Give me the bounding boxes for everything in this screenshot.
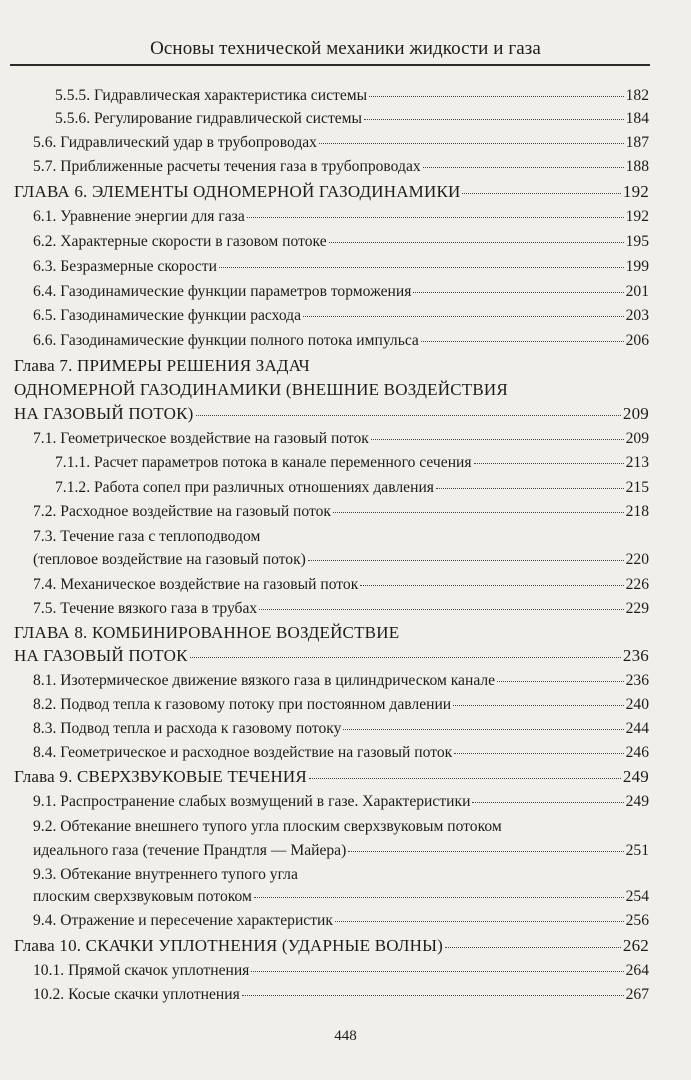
toc-entry-title: Глава 9. СВЕРХЗВУКОВЫЕ ТЕЧЕНИЯ — [14, 767, 307, 786]
toc-entry-title: 5.5.6. Регулирование гидравлической системы — [55, 110, 363, 127]
toc-entry-title: 9.1. Распространение слабых возмущений в газе. Характеристики — [33, 793, 471, 810]
leader-dots — [413, 292, 623, 293]
toc-entry — [55, 108, 649, 130]
running-head: Основы технической механики жидкости и газа — [150, 38, 541, 59]
toc-entry-page: 182 — [625, 87, 649, 104]
toc-entry — [33, 549, 649, 571]
toc-entry-title: 6.1. Уравнение энергии для газа — [33, 208, 245, 225]
leader-dots — [364, 119, 624, 120]
toc-entry-page: 218 — [625, 503, 649, 520]
toc-entry-page: 195 — [625, 233, 649, 250]
toc-chapter-entry — [14, 403, 649, 425]
leader-dots — [219, 267, 624, 268]
toc-entry-title: 10.2. Косые скачки уплотнения — [33, 986, 240, 1003]
leader-dots — [242, 995, 624, 996]
toc-entry-title: 8.2. Подвод тепла к газовому потоку при постоянном давлении — [33, 696, 452, 713]
toc-entry — [55, 85, 649, 107]
toc-entry — [33, 330, 649, 352]
toc-entry-title: 5.5.5. Гидравлическая характеристика системы — [55, 87, 368, 104]
toc-entry — [33, 305, 649, 327]
toc-entry-title: 6.3. Безразмерные скорости — [33, 258, 217, 275]
toc-entry-title: 7.5. Течение вязкого газа в трубах — [33, 600, 258, 617]
leader-dots — [259, 609, 623, 610]
toc-chapter-entry — [14, 935, 649, 957]
toc-entry — [33, 501, 649, 523]
toc-entry — [33, 984, 649, 1006]
toc-entry-title: 10.1. Прямой скачок уплотнения — [33, 962, 250, 979]
toc-entry-title: 6.2. Характерные скорости в газовом потоке — [33, 233, 327, 250]
toc-entry-title: 9.4. Отражение и пересечение характеристик — [33, 912, 333, 929]
leader-dots — [335, 921, 624, 922]
toc-entry-page: 236 — [622, 646, 649, 665]
toc-entry-title: 5.7. Приближенные расчеты течения газа в трубопроводах — [33, 158, 421, 175]
toc-entry-title: 7.2. Расходное воздействие на газовый поток — [33, 503, 331, 520]
toc-entry-page: 246 — [625, 744, 649, 761]
toc-entry — [33, 718, 649, 740]
leader-dots — [343, 729, 623, 730]
toc-entry — [55, 452, 649, 474]
toc-chapter-entry — [14, 766, 649, 788]
toc-entry-page: 199 — [625, 258, 649, 275]
toc-entry-line: 9.2. Обтекание внешнего тупого угла плоским сверхзвуковым потоком — [33, 818, 502, 835]
toc-entry-title: 6.6. Газодинамические функции полного потока импульса — [33, 332, 419, 349]
toc-entry-page: 192 — [625, 208, 649, 225]
toc-entry-title: 7.1.2. Работа сопел при различных отношениях давления — [55, 479, 434, 496]
toc-entry — [33, 670, 649, 692]
toc-entry-page: 254 — [625, 888, 649, 905]
leader-dots — [453, 705, 623, 706]
leader-dots — [454, 753, 623, 754]
toc-entry-page: 184 — [625, 110, 649, 127]
toc-entry — [33, 960, 649, 982]
leader-dots — [369, 96, 624, 97]
leader-dots — [190, 657, 621, 658]
toc-entry — [33, 132, 649, 154]
toc-entry — [33, 256, 649, 278]
toc-entry-title: (тепловое воздействие на газовый поток) — [33, 551, 306, 568]
toc-entry — [33, 231, 649, 253]
leader-dots — [251, 971, 623, 972]
leader-dots — [474, 463, 624, 464]
toc-entry-page: 249 — [625, 793, 649, 810]
leader-dots — [360, 585, 623, 586]
toc-entry-title: НА ГАЗОВЫЙ ПОТОК — [14, 646, 188, 665]
leader-dots — [348, 851, 623, 852]
toc-chapter-line: ГЛАВА 8. КОМБИНИРОВАННОЕ ВОЗДЕЙСТВИЕ — [14, 623, 400, 642]
toc-entry-page: 226 — [625, 576, 649, 593]
toc-entry — [33, 791, 649, 813]
toc-entry-page: 249 — [622, 767, 649, 786]
toc-entry-page: 209 — [622, 404, 649, 423]
toc-entry-title: Глава 10. СКАЧКИ УПЛОТНЕНИЯ (УДАРНЫЕ ВОЛНЫ) — [14, 936, 443, 955]
toc-entry-page: 188 — [625, 158, 649, 175]
toc-entry — [33, 910, 649, 932]
toc-entry-title: идеального газа (течение Прандтля — Майера) — [33, 842, 347, 859]
leader-dots — [371, 439, 624, 440]
toc-entry — [33, 840, 649, 862]
leader-dots — [462, 193, 620, 194]
toc-entry — [33, 281, 649, 303]
toc-entry-title: 8.3. Подвод тепла и расхода к газовому потоку — [33, 720, 342, 737]
toc-entry-page: 213 — [625, 454, 649, 471]
toc-entry-title: ГЛАВА 6. ЭЛЕМЕНТЫ ОДНОМЕРНОЙ ГАЗОДИНАМИКИ — [14, 182, 461, 201]
leader-dots — [196, 415, 621, 416]
toc-entry-page: 244 — [625, 720, 649, 737]
toc-entry-page: 203 — [625, 307, 649, 324]
toc-entry-title: 7.4. Механическое воздействие на газовый поток — [33, 576, 359, 593]
leader-dots — [497, 681, 624, 682]
toc-entry-page: 206 — [625, 332, 649, 349]
toc-entry-line: 7.3. Течение газа с теплоподводом — [33, 528, 261, 545]
toc-entry-title: 5.6. Гидравлический удар в трубопроводах — [33, 134, 317, 151]
toc-entry-page: 256 — [625, 912, 649, 929]
toc-entry-page: 215 — [625, 479, 649, 496]
toc-entry — [33, 742, 649, 764]
toc-entry-title: 8.1. Изотермическое движение вязкого газа в цилиндрическом канале — [33, 672, 496, 689]
toc-entry — [33, 598, 649, 620]
leader-dots — [472, 802, 623, 803]
toc-entry — [33, 156, 649, 178]
toc-entry — [33, 694, 649, 716]
toc-entry-title: плоским сверхзвуковым потоком — [33, 888, 252, 905]
toc-entry-page: 240 — [625, 696, 649, 713]
toc-chapter-entry — [14, 645, 649, 667]
toc-entry-page: 262 — [622, 936, 649, 955]
toc-entry-page: 229 — [625, 600, 649, 617]
toc-entry-title: 7.1.1. Расчет параметров потока в канале переменного сечения — [55, 454, 472, 471]
toc-chapter-line: ОДНОМЕРНОЙ ГАЗОДИНАМИКИ (ВНЕШНИЕ ВОЗДЕЙСТВИЯ — [14, 380, 508, 399]
toc-entry-page: 187 — [625, 134, 649, 151]
toc-entry-page: 192 — [622, 182, 649, 201]
toc-entry-page: 264 — [625, 962, 649, 979]
toc-entry-line: 9.3. Обтекание внутреннего тупого угла — [33, 866, 298, 883]
toc-entry-title: 8.4. Геометрическое и расходное воздействие на газовый поток — [33, 744, 453, 761]
page-number: 448 — [334, 1028, 357, 1044]
toc-entry-page: 251 — [625, 842, 649, 859]
leader-dots — [308, 560, 624, 561]
toc-entry — [55, 477, 649, 499]
toc-entry-title: НА ГАЗОВЫЙ ПОТОК) — [14, 404, 194, 423]
toc-entry — [33, 886, 649, 908]
leader-dots — [436, 488, 624, 489]
toc-entry-title: 7.1. Геометрическое воздействие на газовый поток — [33, 430, 369, 447]
leader-dots — [329, 242, 624, 243]
toc-entry — [33, 206, 649, 228]
leader-dots — [254, 897, 624, 898]
toc-entry — [33, 574, 649, 596]
leader-dots — [445, 947, 621, 948]
toc-chapter-line: Глава 7. ПРИМЕРЫ РЕШЕНИЯ ЗАДАЧ — [14, 356, 310, 375]
leader-dots — [309, 778, 621, 779]
leader-dots — [421, 341, 624, 342]
leader-dots — [247, 217, 624, 218]
toc-entry-page: 209 — [625, 430, 649, 447]
leader-dots — [333, 512, 624, 513]
leader-dots — [303, 316, 624, 317]
toc-chapter-entry — [14, 181, 649, 203]
toc-entry-page: 267 — [625, 986, 649, 1003]
toc-entry-title: 6.4. Газодинамические функции параметров торможения — [33, 283, 412, 300]
toc-entry-page: 220 — [625, 551, 649, 568]
leader-dots — [319, 143, 624, 144]
toc-entry-page: 201 — [625, 283, 649, 300]
toc-entry-page: 236 — [625, 672, 649, 689]
toc-entry — [33, 428, 649, 450]
toc-entry-title: 6.5. Газодинамические функции расхода — [33, 307, 302, 324]
leader-dots — [423, 167, 624, 168]
